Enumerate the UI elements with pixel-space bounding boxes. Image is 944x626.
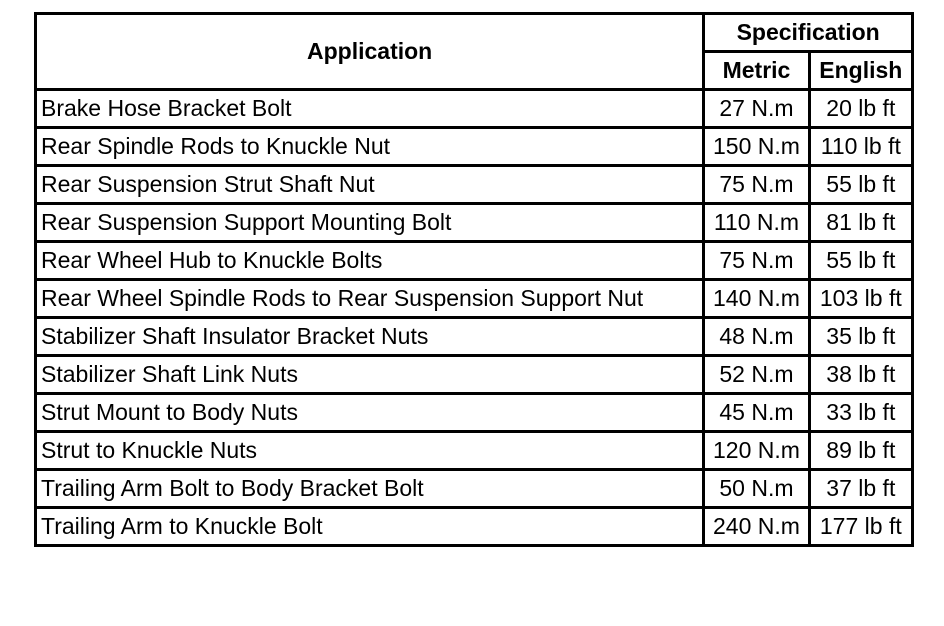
metric-cell: 48 N.m	[704, 318, 809, 356]
table-row	[36, 394, 913, 432]
application-cell: Rear Spindle Rods to Knuckle Nut	[36, 128, 704, 166]
application-cell: Trailing Arm to Knuckle Bolt	[36, 508, 704, 546]
table-row	[36, 166, 913, 204]
application-cell: Rear Suspension Support Mounting Bolt	[36, 204, 704, 242]
english-cell: 35 lb ft	[809, 318, 912, 356]
application-cell: Rear Suspension Strut Shaft Nut	[36, 166, 704, 204]
english-header: English	[809, 52, 912, 90]
english-cell: 37 lb ft	[809, 470, 912, 508]
table-row	[36, 90, 913, 128]
metric-cell: 150 N.m	[704, 128, 809, 166]
english-cell: 89 lb ft	[809, 432, 912, 470]
fastener-spec-table	[34, 12, 914, 547]
application-cell: Stabilizer Shaft Insulator Bracket Nuts	[36, 318, 704, 356]
application-cell: Rear Wheel Spindle Rods to Rear Suspension Support Nut	[36, 280, 704, 318]
table-row	[36, 280, 913, 318]
english-cell: 81 lb ft	[809, 204, 912, 242]
application-cell: Brake Hose Bracket Bolt	[36, 90, 704, 128]
header-row-top	[36, 14, 913, 52]
metric-cell: 110 N.m	[704, 204, 809, 242]
table-row	[36, 318, 913, 356]
english-cell: 33 lb ft	[809, 394, 912, 432]
metric-cell: 50 N.m	[704, 470, 809, 508]
english-cell: 38 lb ft	[809, 356, 912, 394]
english-cell: 55 lb ft	[809, 166, 912, 204]
english-cell: 177 lb ft	[809, 508, 912, 546]
application-cell: Trailing Arm Bolt to Body Bracket Bolt	[36, 470, 704, 508]
english-cell: 110 lb ft	[809, 128, 912, 166]
metric-cell: 52 N.m	[704, 356, 809, 394]
metric-cell: 75 N.m	[704, 242, 809, 280]
metric-cell: 240 N.m	[704, 508, 809, 546]
application-cell: Strut Mount to Body Nuts	[36, 394, 704, 432]
english-cell: 20 lb ft	[809, 90, 912, 128]
application-cell: Rear Wheel Hub to Knuckle Bolts	[36, 242, 704, 280]
table-row	[36, 128, 913, 166]
table-row	[36, 470, 913, 508]
table-row	[36, 356, 913, 394]
english-cell: 55 lb ft	[809, 242, 912, 280]
spec-table-body	[36, 90, 913, 546]
english-cell: 103 lb ft	[809, 280, 912, 318]
metric-header: Metric	[704, 52, 809, 90]
metric-cell: 45 N.m	[704, 394, 809, 432]
table-row	[36, 508, 913, 546]
application-header: Application	[36, 14, 704, 90]
application-cell: Strut to Knuckle Nuts	[36, 432, 704, 470]
table-row	[36, 432, 913, 470]
specification-header: Specification	[704, 14, 913, 52]
metric-cell: 75 N.m	[704, 166, 809, 204]
metric-cell: 120 N.m	[704, 432, 809, 470]
metric-cell: 140 N.m	[704, 280, 809, 318]
table-row	[36, 242, 913, 280]
metric-cell: 27 N.m	[704, 90, 809, 128]
application-cell: Stabilizer Shaft Link Nuts	[36, 356, 704, 394]
table-row	[36, 204, 913, 242]
